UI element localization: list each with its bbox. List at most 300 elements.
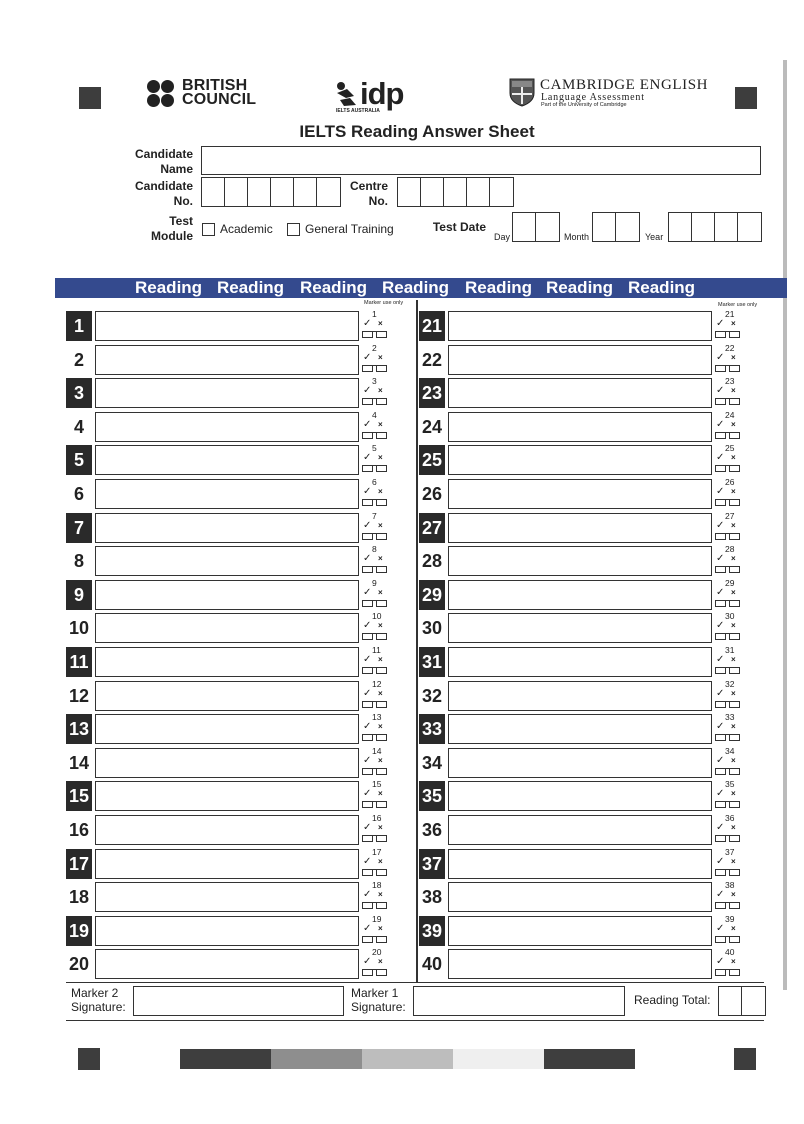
marker-question-number: 37 bbox=[725, 846, 735, 857]
incorrect-mark-box[interactable] bbox=[729, 499, 740, 506]
correct-mark-box[interactable] bbox=[362, 533, 373, 540]
question-number: 23 bbox=[419, 378, 445, 408]
tick-icon: ✓ bbox=[363, 654, 372, 665]
day-field[interactable] bbox=[512, 212, 560, 242]
cross-icon: × bbox=[378, 890, 383, 900]
answer-field[interactable] bbox=[448, 345, 712, 375]
cross-icon: × bbox=[731, 621, 736, 631]
correct-mark-box[interactable] bbox=[362, 701, 373, 708]
question-number: 19 bbox=[66, 916, 92, 946]
correct-mark-box[interactable] bbox=[715, 768, 726, 775]
page-title: IELTS Reading Answer Sheet bbox=[299, 122, 535, 141]
marker-use-only-label: Marker use only bbox=[364, 300, 404, 306]
answer-field[interactable] bbox=[448, 613, 712, 643]
correct-mark-box[interactable] bbox=[715, 398, 726, 405]
marker-question-number: 11 bbox=[372, 645, 381, 655]
question-number: 40 bbox=[421, 954, 443, 975]
day-label: Day bbox=[494, 232, 511, 242]
question-number: 34 bbox=[421, 752, 443, 773]
marker-box bbox=[362, 745, 392, 779]
marker-box bbox=[362, 846, 392, 880]
question-number: 15 bbox=[66, 781, 92, 811]
cross-icon: × bbox=[378, 722, 383, 732]
band-label: Reading bbox=[300, 278, 368, 297]
answer-field[interactable] bbox=[95, 849, 359, 879]
marker-box bbox=[715, 846, 745, 880]
incorrect-mark-box[interactable] bbox=[376, 533, 387, 540]
question-number: 32 bbox=[421, 685, 443, 706]
correct-mark-box[interactable] bbox=[362, 902, 373, 909]
year-field[interactable] bbox=[668, 212, 762, 242]
incorrect-mark-box[interactable] bbox=[729, 432, 740, 439]
marker-box bbox=[715, 577, 745, 611]
cross-icon: × bbox=[731, 655, 736, 664]
correct-mark-box[interactable] bbox=[715, 801, 726, 808]
answer-field[interactable] bbox=[95, 445, 359, 475]
answer-field[interactable] bbox=[448, 378, 712, 408]
question-number: 10 bbox=[68, 618, 90, 639]
marker-question-number: 36 bbox=[725, 813, 735, 823]
marker-question-number: 40 bbox=[725, 947, 735, 958]
cross-icon: × bbox=[378, 655, 383, 664]
month-label: Month bbox=[564, 232, 590, 242]
marker2-signature-field[interactable] bbox=[133, 986, 344, 1016]
incorrect-mark-box[interactable] bbox=[729, 398, 740, 405]
correct-mark-box[interactable] bbox=[715, 667, 726, 674]
marker-question-number: 38 bbox=[725, 880, 735, 891]
tick-icon: ✓ bbox=[716, 418, 725, 430]
marker2-signature-label: Marker 2 Signature: bbox=[71, 986, 126, 1014]
incorrect-mark-box[interactable] bbox=[729, 566, 740, 573]
question-number: 26 bbox=[421, 484, 443, 504]
centre-no-field[interactable] bbox=[397, 177, 514, 207]
marker-box bbox=[362, 543, 392, 577]
idp-logo-icon bbox=[334, 80, 360, 108]
page-edge-bar bbox=[783, 60, 787, 990]
correct-mark-box[interactable] bbox=[362, 331, 373, 338]
marker-box bbox=[715, 308, 745, 342]
marker-box bbox=[715, 879, 745, 913]
question-number: 2 bbox=[73, 349, 84, 370]
answer-field[interactable] bbox=[95, 513, 359, 543]
cross-icon: × bbox=[731, 453, 736, 463]
tick-icon: ✓ bbox=[363, 855, 372, 867]
correct-mark-box[interactable] bbox=[715, 499, 726, 506]
tick-icon: ✓ bbox=[716, 956, 725, 968]
incorrect-mark-box[interactable] bbox=[376, 902, 387, 909]
grey-scale-swatch-1 bbox=[180, 1049, 271, 1069]
cross-icon: × bbox=[731, 722, 736, 732]
correct-mark-box[interactable] bbox=[715, 835, 726, 842]
incorrect-mark-box[interactable] bbox=[729, 869, 740, 876]
incorrect-mark-box[interactable] bbox=[729, 600, 740, 607]
answer-field[interactable] bbox=[95, 781, 359, 811]
tick-icon: ✓ bbox=[363, 956, 372, 968]
british-council-logo: BRITISH COUNCIL bbox=[182, 77, 257, 108]
incorrect-mark-box[interactable] bbox=[376, 701, 387, 708]
answer-field[interactable] bbox=[448, 849, 712, 879]
incorrect-mark-box[interactable] bbox=[376, 936, 387, 943]
incorrect-mark-box[interactable] bbox=[376, 667, 387, 674]
marker1-signature-field[interactable] bbox=[413, 986, 625, 1016]
marker-box bbox=[715, 375, 745, 409]
incorrect-mark-box[interactable] bbox=[729, 969, 740, 976]
answer-field[interactable] bbox=[448, 546, 712, 576]
answer-field[interactable] bbox=[448, 714, 712, 744]
marker-box bbox=[362, 308, 392, 342]
cambridge-logo-subtitle: Language Assessment bbox=[541, 92, 645, 103]
cross-icon: × bbox=[731, 352, 736, 362]
question-number: 9 bbox=[66, 580, 92, 610]
incorrect-mark-box[interactable] bbox=[729, 331, 740, 338]
marker-box bbox=[715, 711, 745, 745]
marker-question-number: 5 bbox=[372, 443, 377, 454]
cambridge-logo-title: CAMBRIDGE ENGLISH bbox=[540, 77, 709, 93]
answer-field[interactable] bbox=[448, 580, 712, 610]
answer-field[interactable] bbox=[95, 647, 359, 677]
marker-question-number: 34 bbox=[725, 745, 735, 756]
answer-field[interactable] bbox=[95, 714, 359, 744]
cross-icon: × bbox=[731, 520, 736, 530]
answer-field[interactable] bbox=[95, 580, 359, 610]
month-field[interactable] bbox=[592, 212, 640, 242]
answer-field[interactable] bbox=[95, 949, 359, 979]
correct-mark-box[interactable] bbox=[362, 633, 373, 640]
marker-box bbox=[715, 409, 745, 443]
reading-total-field[interactable] bbox=[718, 986, 766, 1016]
correct-mark-box[interactable] bbox=[715, 533, 726, 540]
cross-icon: × bbox=[731, 856, 736, 866]
registration-mark-top-left bbox=[79, 87, 101, 109]
candidate-no-field[interactable] bbox=[201, 177, 341, 207]
tick-icon: ✓ bbox=[716, 721, 725, 733]
footer-bottom-rule bbox=[66, 1020, 764, 1021]
question-number: 8 bbox=[73, 551, 84, 572]
cross-icon: × bbox=[378, 453, 383, 463]
answer-field[interactable] bbox=[448, 916, 712, 946]
cross-icon: × bbox=[731, 419, 736, 429]
cross-icon: × bbox=[378, 688, 383, 698]
correct-mark-box[interactable] bbox=[715, 902, 726, 909]
band-label: Reading bbox=[217, 278, 285, 297]
grey-scale-swatch-2 bbox=[271, 1049, 362, 1069]
answer-field[interactable] bbox=[95, 479, 359, 509]
tick-icon: ✓ bbox=[363, 351, 372, 363]
correct-mark-box[interactable] bbox=[362, 398, 373, 405]
question-number: 22 bbox=[421, 349, 443, 370]
incorrect-mark-box[interactable] bbox=[376, 835, 387, 842]
tick-icon: ✓ bbox=[363, 889, 372, 901]
correct-mark-box[interactable] bbox=[715, 734, 726, 741]
cross-icon: × bbox=[731, 319, 736, 328]
question-number: 31 bbox=[419, 647, 445, 677]
marker-box bbox=[362, 946, 392, 980]
tick-icon: ✓ bbox=[363, 385, 372, 397]
general-training-label: General Training bbox=[305, 222, 394, 236]
cross-icon: × bbox=[731, 823, 736, 832]
marker-question-number: 3 bbox=[372, 376, 377, 387]
incorrect-mark-box[interactable] bbox=[729, 936, 740, 943]
question-number: 6 bbox=[73, 484, 84, 504]
answer-field[interactable] bbox=[448, 681, 712, 711]
answer-field[interactable] bbox=[95, 916, 359, 946]
correct-mark-box[interactable] bbox=[715, 465, 726, 472]
incorrect-mark-box[interactable] bbox=[376, 801, 387, 808]
correct-mark-box[interactable] bbox=[362, 432, 373, 439]
marker-question-number: 30 bbox=[725, 611, 735, 622]
answer-field[interactable] bbox=[448, 479, 712, 509]
answer-field[interactable] bbox=[448, 949, 712, 979]
marker-question-number: 6 bbox=[372, 477, 377, 487]
marker-question-number: 4 bbox=[372, 409, 377, 420]
incorrect-mark-box[interactable] bbox=[729, 533, 740, 540]
answer-field[interactable] bbox=[95, 882, 359, 912]
correct-mark-box[interactable] bbox=[715, 600, 726, 607]
marker-question-number: 23 bbox=[725, 376, 735, 387]
correct-mark-box[interactable] bbox=[362, 499, 373, 506]
marker-question-number: 17 bbox=[372, 846, 382, 857]
answer-field[interactable] bbox=[448, 815, 712, 845]
tick-icon: ✓ bbox=[716, 452, 725, 464]
incorrect-mark-box[interactable] bbox=[376, 331, 387, 338]
incorrect-mark-box[interactable] bbox=[729, 365, 740, 372]
marker-box bbox=[362, 778, 392, 812]
tick-icon: ✓ bbox=[363, 754, 372, 766]
cross-icon: × bbox=[378, 755, 383, 765]
band-label: Reading bbox=[135, 278, 203, 297]
question-number: 33 bbox=[419, 714, 445, 744]
incorrect-mark-box[interactable] bbox=[376, 633, 387, 640]
tick-icon: ✓ bbox=[363, 418, 372, 430]
correct-mark-box[interactable] bbox=[715, 566, 726, 573]
tick-icon: ✓ bbox=[716, 486, 725, 497]
question-number: 16 bbox=[68, 820, 90, 840]
tick-icon: ✓ bbox=[363, 452, 372, 464]
correct-mark-box[interactable] bbox=[362, 936, 373, 943]
tick-icon: ✓ bbox=[716, 620, 725, 632]
tick-icon: ✓ bbox=[363, 788, 372, 800]
centre-no-label: Centre No. bbox=[349, 179, 388, 208]
question-number: 39 bbox=[419, 916, 445, 946]
correct-mark-box[interactable] bbox=[362, 801, 373, 808]
cross-icon: × bbox=[731, 386, 736, 396]
answer-field[interactable] bbox=[448, 882, 712, 912]
correct-mark-box[interactable] bbox=[715, 365, 726, 372]
correct-mark-box[interactable] bbox=[715, 701, 726, 708]
tick-icon: ✓ bbox=[363, 586, 372, 598]
cross-icon: × bbox=[731, 957, 736, 967]
marker-box bbox=[362, 678, 392, 712]
tick-icon: ✓ bbox=[716, 922, 725, 934]
tick-icon: ✓ bbox=[363, 486, 372, 497]
marker-box bbox=[715, 342, 745, 376]
general-training-checkbox[interactable] bbox=[287, 223, 300, 236]
correct-mark-box[interactable] bbox=[715, 432, 726, 439]
marker-box bbox=[715, 510, 745, 544]
tick-icon: ✓ bbox=[716, 788, 725, 800]
tick-icon: ✓ bbox=[716, 822, 725, 833]
incorrect-mark-box[interactable] bbox=[376, 600, 387, 607]
marker-question-number: 21 bbox=[725, 309, 735, 319]
correct-mark-box[interactable] bbox=[715, 936, 726, 943]
marker-question-number: 15 bbox=[372, 779, 382, 790]
tick-icon: ✓ bbox=[716, 586, 725, 598]
incorrect-mark-box[interactable] bbox=[729, 734, 740, 741]
question-number: 12 bbox=[68, 685, 90, 706]
correct-mark-box[interactable] bbox=[362, 600, 373, 607]
answer-field[interactable] bbox=[95, 311, 359, 341]
cross-icon: × bbox=[731, 890, 736, 900]
marker-box bbox=[362, 342, 392, 376]
marker-box bbox=[715, 778, 745, 812]
correct-mark-box[interactable] bbox=[715, 969, 726, 976]
answer-field[interactable] bbox=[448, 781, 712, 811]
marker-box bbox=[715, 913, 745, 947]
grey-scale-swatch-4 bbox=[453, 1049, 544, 1069]
correct-mark-box[interactable] bbox=[362, 969, 373, 976]
correct-mark-box[interactable] bbox=[715, 869, 726, 876]
tick-icon: ✓ bbox=[716, 385, 725, 397]
year-label: Year bbox=[645, 232, 664, 242]
question-number: 27 bbox=[419, 513, 445, 543]
answer-field[interactable] bbox=[448, 412, 712, 442]
tick-icon: ✓ bbox=[716, 318, 725, 329]
cross-icon: × bbox=[378, 319, 383, 328]
incorrect-mark-box[interactable] bbox=[376, 365, 387, 372]
marker-question-number: 22 bbox=[725, 342, 735, 353]
tick-icon: ✓ bbox=[363, 553, 372, 565]
correct-mark-box[interactable] bbox=[362, 734, 373, 741]
answer-field[interactable] bbox=[95, 748, 359, 778]
answer-field[interactable] bbox=[448, 748, 712, 778]
marker-box bbox=[715, 442, 745, 476]
incorrect-mark-box[interactable] bbox=[376, 969, 387, 976]
incorrect-mark-box[interactable] bbox=[729, 768, 740, 775]
incorrect-mark-box[interactable] bbox=[729, 633, 740, 640]
marker1-signature-label: Marker 1 Signature: bbox=[351, 986, 406, 1014]
cambridge-logo-part: Part of the University of Cambridge bbox=[541, 102, 627, 108]
incorrect-mark-box[interactable] bbox=[376, 768, 387, 775]
correct-mark-box[interactable] bbox=[362, 835, 373, 842]
question-number: 5 bbox=[66, 445, 92, 475]
cross-icon: × bbox=[378, 419, 383, 429]
marker-box bbox=[362, 510, 392, 544]
cambridge-shield-icon bbox=[509, 78, 535, 107]
marker-box bbox=[362, 577, 392, 611]
incorrect-mark-box[interactable] bbox=[729, 465, 740, 472]
answer-field[interactable] bbox=[95, 345, 359, 375]
tick-icon: ✓ bbox=[363, 822, 372, 833]
cross-icon: × bbox=[378, 487, 383, 496]
incorrect-mark-box[interactable] bbox=[729, 667, 740, 674]
answer-field[interactable] bbox=[448, 647, 712, 677]
answer-field[interactable] bbox=[448, 311, 712, 341]
correct-mark-box[interactable] bbox=[362, 365, 373, 372]
answer-field[interactable] bbox=[95, 681, 359, 711]
question-number: 4 bbox=[73, 416, 84, 437]
candidate-name-field[interactable] bbox=[201, 146, 761, 175]
registration-mark-top-right bbox=[735, 87, 757, 109]
cross-icon: × bbox=[378, 554, 383, 564]
incorrect-mark-box[interactable] bbox=[376, 499, 387, 506]
cross-icon: × bbox=[378, 621, 383, 631]
tick-icon: ✓ bbox=[716, 687, 725, 699]
incorrect-mark-box[interactable] bbox=[376, 869, 387, 876]
tick-icon: ✓ bbox=[716, 855, 725, 867]
correct-mark-box[interactable] bbox=[362, 768, 373, 775]
marker-box bbox=[715, 644, 745, 678]
correct-mark-box[interactable] bbox=[362, 566, 373, 573]
answer-field[interactable] bbox=[95, 613, 359, 643]
marker-box bbox=[362, 375, 392, 409]
marker-question-number: 20 bbox=[372, 947, 382, 958]
grey-scale-swatch-5 bbox=[544, 1049, 635, 1069]
incorrect-mark-box[interactable] bbox=[729, 902, 740, 909]
marker-box bbox=[362, 913, 392, 947]
tick-icon: ✓ bbox=[363, 721, 372, 733]
incorrect-mark-box[interactable] bbox=[729, 801, 740, 808]
registration-mark-bottom-right bbox=[734, 1048, 756, 1070]
answer-field[interactable] bbox=[95, 378, 359, 408]
correct-mark-box[interactable] bbox=[362, 465, 373, 472]
incorrect-mark-box[interactable] bbox=[376, 566, 387, 573]
cross-icon: × bbox=[378, 587, 383, 597]
question-number: 7 bbox=[66, 513, 92, 543]
answer-field[interactable] bbox=[95, 815, 359, 845]
tick-icon: ✓ bbox=[363, 620, 372, 632]
marker-box bbox=[715, 946, 745, 980]
marker-box bbox=[715, 678, 745, 712]
marker-box bbox=[715, 812, 745, 846]
idp-logo: idp bbox=[360, 76, 404, 111]
incorrect-mark-box[interactable] bbox=[376, 398, 387, 405]
incorrect-mark-box[interactable] bbox=[729, 701, 740, 708]
marker-question-number: 9 bbox=[372, 577, 377, 588]
marker-box bbox=[362, 879, 392, 913]
marker-question-number: 2 bbox=[372, 342, 377, 353]
academic-checkbox[interactable] bbox=[202, 223, 215, 236]
marker-question-number: 8 bbox=[372, 544, 377, 555]
correct-mark-box[interactable] bbox=[362, 869, 373, 876]
footer-top-rule bbox=[66, 982, 764, 983]
marker-question-number: 28 bbox=[725, 544, 735, 555]
band-label: Reading bbox=[546, 278, 614, 297]
answer-field[interactable] bbox=[95, 412, 359, 442]
marker-question-number: 7 bbox=[372, 510, 377, 521]
reading-total-label: Reading Total: bbox=[634, 993, 711, 1007]
marker-question-number: 31 bbox=[725, 645, 735, 655]
answer-field[interactable] bbox=[448, 513, 712, 543]
incorrect-mark-box[interactable] bbox=[376, 734, 387, 741]
cross-icon: × bbox=[378, 386, 383, 396]
question-number: 28 bbox=[421, 551, 443, 572]
answer-field[interactable] bbox=[448, 445, 712, 475]
tick-icon: ✓ bbox=[716, 519, 725, 531]
answer-field[interactable] bbox=[95, 546, 359, 576]
incorrect-mark-box[interactable] bbox=[376, 432, 387, 439]
cross-icon: × bbox=[378, 789, 383, 799]
incorrect-mark-box[interactable] bbox=[376, 465, 387, 472]
question-number: 36 bbox=[421, 820, 443, 840]
question-number: 18 bbox=[68, 887, 90, 908]
test-date-label: Test Date bbox=[432, 220, 486, 234]
correct-mark-box[interactable] bbox=[715, 331, 726, 338]
correct-mark-box[interactable] bbox=[362, 667, 373, 674]
academic-label: Academic bbox=[220, 222, 273, 236]
correct-mark-box[interactable] bbox=[715, 633, 726, 640]
tick-icon: ✓ bbox=[716, 754, 725, 766]
incorrect-mark-box[interactable] bbox=[729, 835, 740, 842]
